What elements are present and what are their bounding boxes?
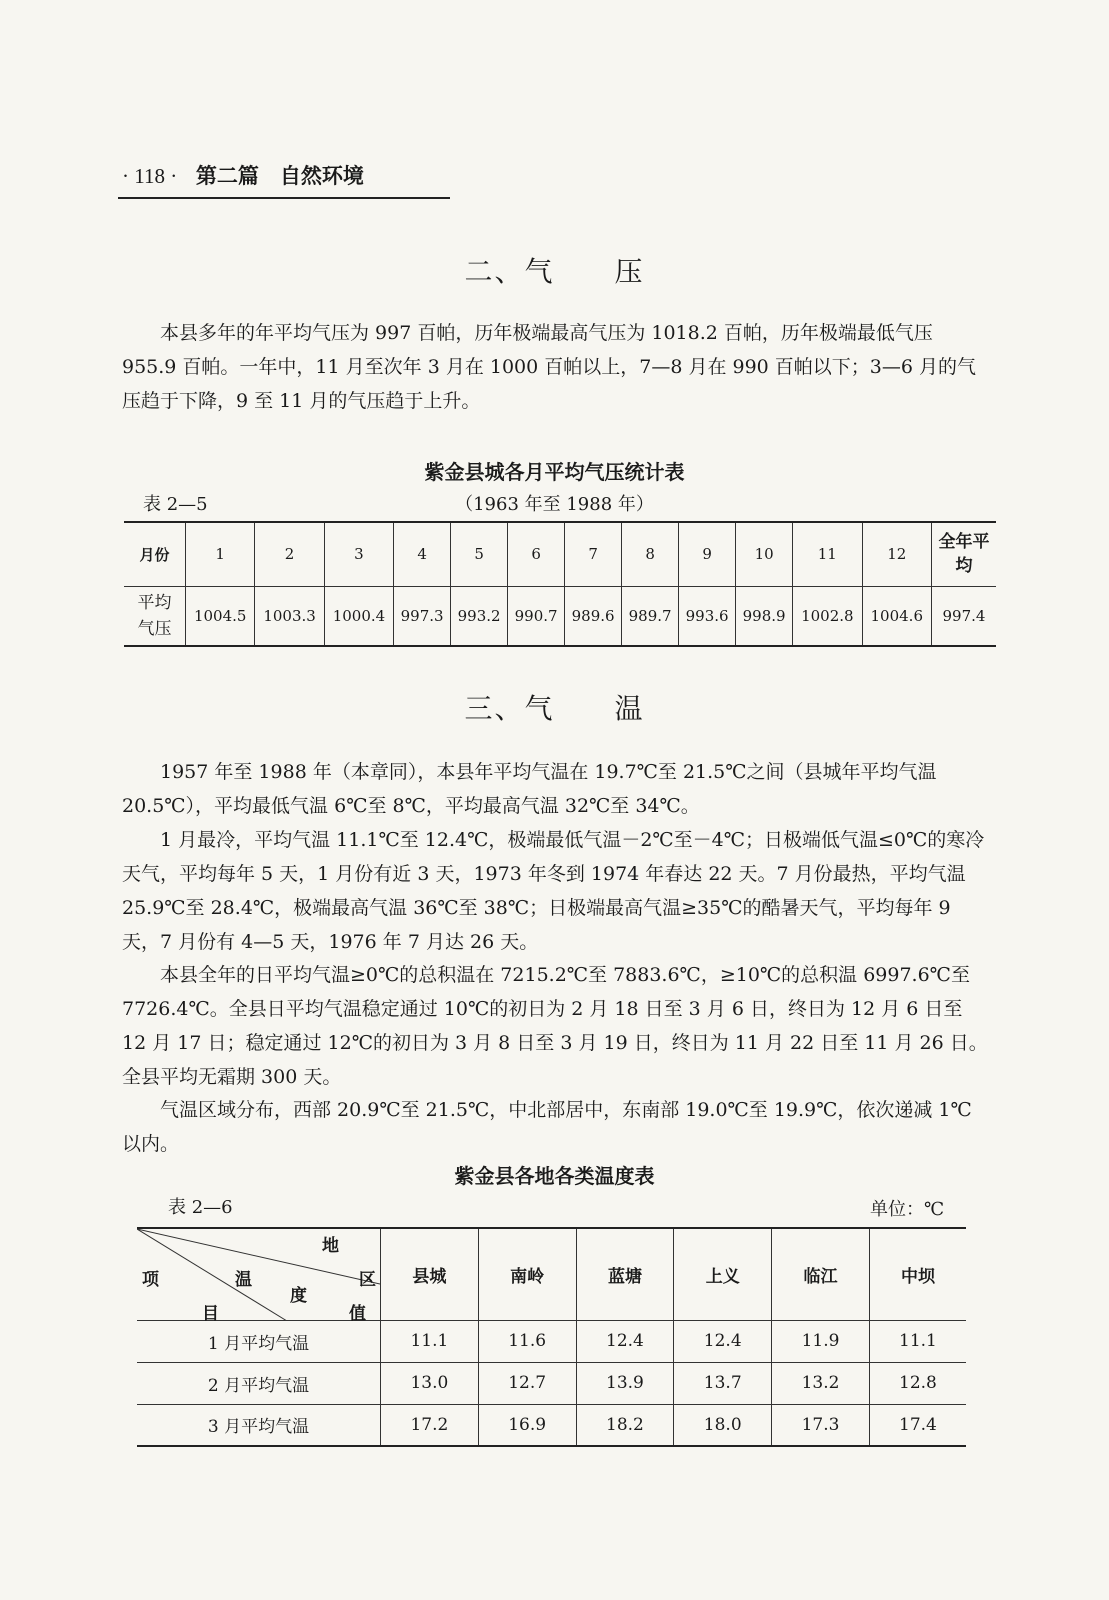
- month-cell: 3: [324, 522, 393, 586]
- temp-cell: 17.4: [869, 1404, 966, 1446]
- table-row: [137, 1320, 966, 1362]
- table-2-6-caption: 紫金县各地各类温度表: [454, 1164, 655, 1188]
- pressure-paragraph: 本县多年的年平均气压为 997 百帕，历年极端最高气压为 1018.2 百帕，历年极端最低气压 955.9 百帕。一年中，11 月至次年 3 月在 1000 百帕以上，7—8 月在 990 百帕以下；3—6 月的气压趋于下降，9 至 11 月的气压趋于上升。: [122, 322, 977, 412]
- temp-cell: 18.2: [576, 1404, 674, 1446]
- temp-cell: 12.8: [869, 1362, 966, 1404]
- table-2-5-subtitle: （1963 年至 1988 年）: [455, 494, 654, 515]
- temp-cell: 17.2: [381, 1404, 479, 1446]
- month-cell: 4: [394, 522, 451, 586]
- table-2-6-number: 表 2—6: [168, 1197, 233, 1218]
- table-2-5-caption: 紫金县城各月平均气压统计表: [424, 460, 685, 484]
- annual-header: 全年平均: [932, 522, 997, 586]
- corner-di: 地: [322, 1236, 339, 1256]
- pressure-cell: 1004.5: [186, 586, 255, 646]
- temp-cell: 13.9: [576, 1362, 674, 1404]
- pressure-cell: 993.2: [451, 586, 508, 646]
- table-row: [137, 1362, 966, 1404]
- temp-cell: 17.3: [772, 1404, 870, 1446]
- pressure-cell: 1002.8: [793, 586, 862, 646]
- pressure-cell-annual: 997.4: [932, 586, 997, 646]
- temp-cell: 13.0: [381, 1362, 479, 1404]
- temperature-paragraph-4: 气温区域分布，西部 20.9℃至 21.5℃，中北部居中，东南部 19.0℃至 19.9℃，依次递减 1℃以内。: [122, 1099, 972, 1155]
- row-header-pressure: 平均气压: [124, 586, 186, 646]
- month-cell: 7: [565, 522, 622, 586]
- row-label: 2 月平均气温: [137, 1362, 381, 1404]
- corner-mu: 目: [202, 1304, 219, 1324]
- region-header: 县城: [381, 1228, 479, 1320]
- running-header: [122, 160, 364, 190]
- table-row: [124, 586, 996, 646]
- pressure-heading: 二、气 压: [464, 255, 645, 288]
- month-cell: 2: [255, 522, 324, 586]
- temp-cell: 12.4: [674, 1320, 772, 1362]
- temp-cell: 11.1: [869, 1320, 966, 1362]
- region-header: 中坝: [869, 1228, 966, 1320]
- page-number: · 118 ·: [122, 164, 178, 188]
- table-2-6-unit: 单位：℃: [870, 1199, 945, 1220]
- month-cell: 12: [862, 522, 932, 586]
- pressure-cell: 998.9: [736, 586, 793, 646]
- month-cell: 11: [793, 522, 862, 586]
- header-rule: [118, 197, 450, 199]
- temp-cell: 18.0: [674, 1404, 772, 1446]
- pressure-cell: 993.6: [679, 586, 736, 646]
- temp-cell: 12.4: [576, 1320, 674, 1362]
- temperature-paragraph-3: 本县全年的日平均气温≥0℃的总积温在 7215.2℃至 7883.6℃，≥10℃的总积温 6997.6℃至 7726.4℃。全县日平均气温稳定通过 10℃的初日为 2 月 18 日至 3 月 6 日，终日为 12 月 6 日至 12 月 17 日；稳定通过 12℃的初日为 3 月 8 日至 3 月 19 日，终日为 11 月 22 日至 11 月 26 日。全县平均无霜期 300 天。: [122, 964, 988, 1088]
- table-row: [137, 1228, 966, 1320]
- corner-zhi: 值: [349, 1304, 366, 1324]
- temperature-table: [137, 1227, 966, 1447]
- diagonal-lines: [137, 1229, 380, 1321]
- pressure-cell: 997.3: [394, 586, 451, 646]
- month-cell: 5: [451, 522, 508, 586]
- month-cell: 8: [622, 522, 679, 586]
- temperature-paragraph-2: 1 月最冷，平均气温 11.1℃至 12.4℃，极端最低气温－2℃至－4℃；日极端低气温≤0℃的寒冷天气，平均每年 5 天，1 月份有近 3 天，1973 年冬到 1974 年春达 22 天。7 月份最热，平均气温 25.9℃至 28.4℃，极端最高气温 36℃至 38℃；日极端最高气温≥35℃的酷暑天气，平均每年 9 天，7 月份有 4—5 天，1976 年 7 月达 26 天。: [122, 829, 985, 953]
- temperature-heading: 三、气 温: [464, 692, 645, 725]
- pressure-cell: 1004.6: [862, 586, 932, 646]
- temperature-paragraph-1: 1957 年至 1988 年（本章同），本县年平均气温在 19.7℃至 21.5℃之间（县城年平均气温 20.5℃），平均最低气温 6℃至 8℃，平均最高气温 32℃至 34℃。: [122, 761, 937, 817]
- row-label: 3 月平均气温: [137, 1404, 381, 1446]
- temp-cell: 13.7: [674, 1362, 772, 1404]
- pressure-cell: 989.6: [565, 586, 622, 646]
- month-cell: 9: [679, 522, 736, 586]
- temp-cell: 13.2: [772, 1362, 870, 1404]
- region-header: 临江: [772, 1228, 870, 1320]
- region-header: 南岭: [478, 1228, 576, 1320]
- table-row: [124, 522, 996, 586]
- row-header-month: 月份: [124, 522, 186, 586]
- pressure-cell: 989.7: [622, 586, 679, 646]
- pressure-cell: 1003.3: [255, 586, 324, 646]
- pressure-table: [124, 521, 996, 647]
- section-title: 第二篇 自然环境: [195, 164, 364, 188]
- temp-cell: 12.7: [478, 1362, 576, 1404]
- region-header: 上义: [674, 1228, 772, 1320]
- temp-cell: 11.9: [772, 1320, 870, 1362]
- table-2-5-number: 表 2—5: [143, 494, 208, 515]
- table-row: [137, 1404, 966, 1446]
- temp-cell: 11.6: [478, 1320, 576, 1362]
- pressure-cell: 990.7: [508, 586, 565, 646]
- month-cell: 10: [736, 522, 793, 586]
- month-cell: 6: [508, 522, 565, 586]
- corner-xiang: 项: [142, 1270, 159, 1290]
- region-header: 蓝塘: [576, 1228, 674, 1320]
- corner-qu: 区: [359, 1270, 376, 1290]
- pressure-cell: 1000.4: [324, 586, 393, 646]
- row-label: 1 月平均气温: [137, 1320, 381, 1362]
- corner-wen: 温: [235, 1270, 252, 1290]
- temp-cell: 11.1: [381, 1320, 479, 1362]
- month-cell: 1: [186, 522, 255, 586]
- diagonal-header-cell: [137, 1228, 381, 1324]
- corner-du: 度: [290, 1286, 307, 1306]
- temp-cell: 16.9: [478, 1404, 576, 1446]
